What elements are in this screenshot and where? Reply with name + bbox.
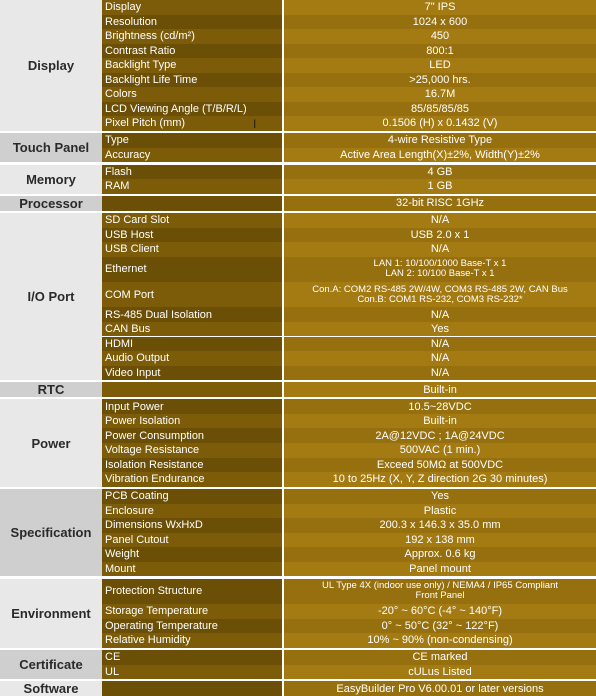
spec-value: 7" IPS xyxy=(284,0,596,15)
spec-label: CE xyxy=(102,650,282,665)
spec-value: >25,000 hrs. xyxy=(284,73,596,88)
spec-value: 2A@12VDC ; 1A@24VDC xyxy=(284,428,596,443)
spec-label: Power Consumption xyxy=(102,428,282,443)
spec-value: Plastic xyxy=(284,504,596,519)
spec-label: Display xyxy=(102,0,282,15)
spec-label: Dimensions WxHxD xyxy=(102,518,282,533)
spec-value: -20° ~ 60°C (-4° ~ 140°F) xyxy=(284,604,596,619)
spec-label: Vibration Endurance xyxy=(102,472,282,487)
spec-value: Yes xyxy=(284,322,596,337)
spec-label: Audio Output xyxy=(102,351,282,366)
spec-value: EasyBuilder Pro V6.00.01 or later versions xyxy=(284,681,596,696)
spec-value: 200.3 x 146.3 x 35.0 mm xyxy=(284,518,596,533)
text-cursor-icon: I xyxy=(253,117,257,131)
spec-value: 450 xyxy=(284,29,596,44)
spec-value: Exceed 50MΩ at 500VDC xyxy=(284,458,596,473)
spec-label: Colors xyxy=(102,87,282,102)
spec-label: RS-485 Dual Isolation xyxy=(102,307,282,322)
spec-label: Isolation Resistance xyxy=(102,458,282,473)
spec-label: Relative Humidity xyxy=(102,633,282,648)
spec-label: Mount xyxy=(102,562,282,577)
spec-label: Ethernet xyxy=(102,257,282,282)
spec-value: N/A xyxy=(284,242,596,257)
category-heading: Specification xyxy=(0,489,102,576)
spec-label: SD Card Slot xyxy=(102,213,282,228)
category-heading: Power xyxy=(0,399,102,486)
spec-value: 192 x 138 mm xyxy=(284,533,596,548)
spec-value: 16.7M xyxy=(284,87,596,102)
spec-label: Backlight Life Time xyxy=(102,73,282,88)
spec-value: N/A xyxy=(284,337,596,352)
spec-value: N/A xyxy=(284,366,596,381)
spec-value: Approx. 0.6 kg xyxy=(284,547,596,562)
spec-label: USB Client xyxy=(102,242,282,257)
spec-label: Brightness (cd/m²) xyxy=(102,29,282,44)
spec-label: Flash xyxy=(102,165,282,180)
spec-value: Built-in xyxy=(284,414,596,429)
spec-label: PCB Coating xyxy=(102,489,282,504)
spec-value: Built-in xyxy=(284,382,596,397)
spec-value: USB 2.0 x 1 xyxy=(284,228,596,243)
spec-value: 10 to 25Hz (X, Y, Z direction 2G 30 minutes) xyxy=(284,472,596,487)
spec-label: Operating Temperature xyxy=(102,619,282,634)
category-heading: RTC xyxy=(0,382,102,397)
spec-label: LCD Viewing Angle (T/B/R/L) xyxy=(102,102,282,117)
category-heading: Touch Panel xyxy=(0,133,102,162)
spec-label: Panel Cutout xyxy=(102,533,282,548)
spec-label xyxy=(102,681,282,696)
spec-label: Pixel Pitch (mm) xyxy=(102,116,282,131)
spec-value: LAN 1: 10/100/1000 Base-T x 1 LAN 2: 10/100 Base-T x 1 xyxy=(284,257,596,282)
spec-value: N/A xyxy=(284,351,596,366)
category-heading: Processor xyxy=(0,196,102,211)
category-heading: Software xyxy=(0,681,102,696)
spec-value: 10.5~28VDC xyxy=(284,399,596,414)
spec-label: RAM xyxy=(102,179,282,194)
spec-value: 800:1 xyxy=(284,44,596,59)
spec-value: cULus Listed xyxy=(284,665,596,680)
spec-label: COM Port xyxy=(102,282,282,307)
spec-value: 85/85/85/85 xyxy=(284,102,596,117)
spec-value: LED xyxy=(284,58,596,73)
spec-value: 32-bit RISC 1GHz xyxy=(284,196,596,211)
spec-label: CAN Bus xyxy=(102,322,282,337)
spec-label: Weight xyxy=(102,547,282,562)
spec-value: 1024 x 600 xyxy=(284,15,596,30)
spec-label: Storage Temperature xyxy=(102,604,282,619)
spec-value: 500VAC (1 min.) xyxy=(284,443,596,458)
spec-label: Power Isolation xyxy=(102,414,282,429)
spec-value: 4-wire Resistive Type xyxy=(284,133,596,148)
spec-value: Active Area Length(X)±2%, Width(Y)±2% xyxy=(284,148,596,163)
spec-label xyxy=(102,382,282,397)
spec-value: N/A xyxy=(284,307,596,322)
spec-value: 4 GB xyxy=(284,165,596,180)
category-heading: I/O Port xyxy=(0,213,102,380)
spec-label: Resolution xyxy=(102,15,282,30)
spec-label: Enclosure xyxy=(102,504,282,519)
spec-label: HDMI xyxy=(102,337,282,352)
spec-value: Panel mount xyxy=(284,562,596,577)
spec-label: USB Host xyxy=(102,228,282,243)
spec-label xyxy=(102,196,282,211)
category-heading: Display xyxy=(0,0,102,131)
spec-value: 0.1506 (H) x 0.1432 (V) xyxy=(284,116,596,131)
spec-label: UL xyxy=(102,665,282,680)
spec-label: Type xyxy=(102,133,282,148)
spec-value: 0° ~ 50°C (32° ~ 122°F) xyxy=(284,619,596,634)
spec-label: Voltage Resistance xyxy=(102,443,282,458)
spec-label: Protection Structure xyxy=(102,579,282,604)
category-heading: Memory xyxy=(0,165,102,194)
spec-value: 10% ~ 90% (non-condensing) xyxy=(284,633,596,648)
spec-value: N/A xyxy=(284,213,596,228)
category-heading: Certificate xyxy=(0,650,102,679)
spec-value: CE marked xyxy=(284,650,596,665)
spec-label: Contrast Ratio xyxy=(102,44,282,59)
spec-label: Video Input xyxy=(102,366,282,381)
spec-value: Con.A: COM2 RS-485 2W/4W, COM3 RS-485 2W, CAN Bus Con.B: COM1 RS-232, COM3 RS-232* xyxy=(284,282,596,307)
spec-value: Yes xyxy=(284,489,596,504)
spec-value: UL Type 4X (indoor use only) / NEMA4 / IP65 Compliant Front Panel xyxy=(284,579,596,604)
spec-label: Backlight Type xyxy=(102,58,282,73)
spec-label: Input Power xyxy=(102,399,282,414)
spec-value: 1 GB xyxy=(284,179,596,194)
spec-label: Accuracy xyxy=(102,148,282,163)
category-heading: Environment xyxy=(0,579,102,648)
